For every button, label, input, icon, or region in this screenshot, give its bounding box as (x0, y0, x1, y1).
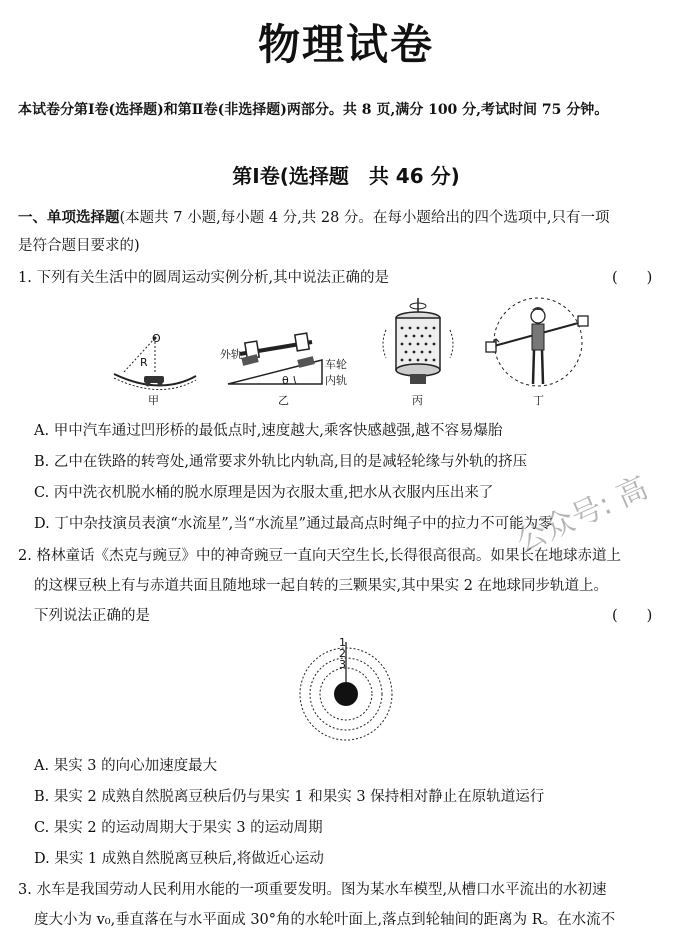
q3-stem-line-1: 3. 水车是我国劳动人民利用水能的一项重要发明。图为某水车模型,从槽口水平流出的水初速 (18, 882, 607, 898)
q1-figure (100, 296, 600, 408)
fig-label-outer-rail: 外轨 (220, 348, 242, 361)
fig-label-ding: 丁 (533, 394, 544, 407)
q2-orbit-figure (296, 636, 396, 742)
q3-stem-line-2: 度大小为 v₀,垂直落在与水平面成 30°角的水轮叶面上,落点到轮轴间的距离为 R。在水流不 (34, 912, 616, 928)
q1-option-c: C. 丙中洗衣机脱水桶的脱水原理是因为衣服太重,把水从衣服内压出来了 (34, 485, 494, 501)
orbit-label-1: 1 (339, 636, 346, 649)
fig-label-bing: 丙 (412, 394, 423, 407)
orbit-label-2: 2 (339, 647, 346, 660)
fig-label-inner-rail: 内轨 (325, 374, 347, 387)
figure-ding (486, 298, 588, 386)
fig-label-jia: 甲 (148, 394, 159, 407)
part1-instruction: (本题共 7 小题,每小题 4 分,共 28 分。在每小题给出的四个选项中,只有一项 (119, 210, 610, 226)
q2-option-c: C. 果实 2 的运动周期大于果实 3 的运动周期 (34, 820, 323, 836)
fig-label-wheel: 车轮 (325, 358, 347, 371)
section-title: 第Ⅰ卷(选择题 共 46 分) (232, 164, 460, 188)
q1-option-a: A. 甲中汽车通过凹形桥的最低点时,速度越大,乘客快感越强,越不容易爆胎 (34, 423, 503, 439)
q2-stem-line-1: 2. 格林童话《杰克与豌豆》中的神奇豌豆一直向天空生长,长得很高很高。如果长在地球赤道上 (18, 548, 622, 564)
watermark: 公众号: 高 (511, 470, 654, 560)
part1-instruction-line-1 (18, 206, 610, 227)
fig-label-o: O (152, 332, 161, 345)
q1-option-b: B. 乙中在铁路的转弯处,通常要求外轨比内轨高,目的是减轻轮缘与外轨的挤压 (34, 454, 528, 470)
fig-label-yi: 乙 (278, 394, 289, 407)
exam-intro: 本试卷分第Ⅰ卷(选择题)和第Ⅱ卷(非选择题)两部分。共 8 页,满分 100 分,考试时间 75 分钟。 (18, 102, 609, 118)
part1-instruction-line-2: 是符合题目要求的) (18, 238, 140, 254)
q1-option-d: D. 丁中杂技演员表演“水流星”,当“水流星”通过最高点时绳子中的拉力不可能为零 (34, 516, 553, 532)
q2-stem-line-3: 下列说法正确的是 (34, 608, 150, 624)
q2-stem-line-2: 的这棵豆秧上有与赤道共面且随地球一起自转的三颗果实,其中果实 2 在地球同步轨道上。 (34, 578, 609, 594)
figure-yi (228, 333, 322, 384)
page-title: 物理试卷 (257, 20, 434, 69)
part1-heading: 一、单项选择题 (18, 209, 120, 226)
orbit-label-3: 3 (339, 658, 346, 671)
q2-option-b: B. 果实 2 成熟自然脱离豆秧后仍与果实 1 和果实 3 保持相对静止在原轨道运行 (34, 789, 545, 805)
q2-option-a: A. 果实 3 的向心加速度最大 (34, 758, 218, 774)
q2-option-d: D. 果实 1 成熟自然脱离豆秧后,将做近心运动 (34, 851, 324, 867)
fig-label-r: R (140, 356, 148, 369)
figure-bing (383, 298, 453, 384)
fig-label-theta: θ (282, 374, 289, 387)
q2-answer-paren: ( ) (612, 608, 653, 624)
q1-stem: 1. 下列有关生活中的圆周运动实例分析,其中说法正确的是 (18, 270, 390, 286)
q1-answer-paren: ( ) (612, 270, 653, 286)
